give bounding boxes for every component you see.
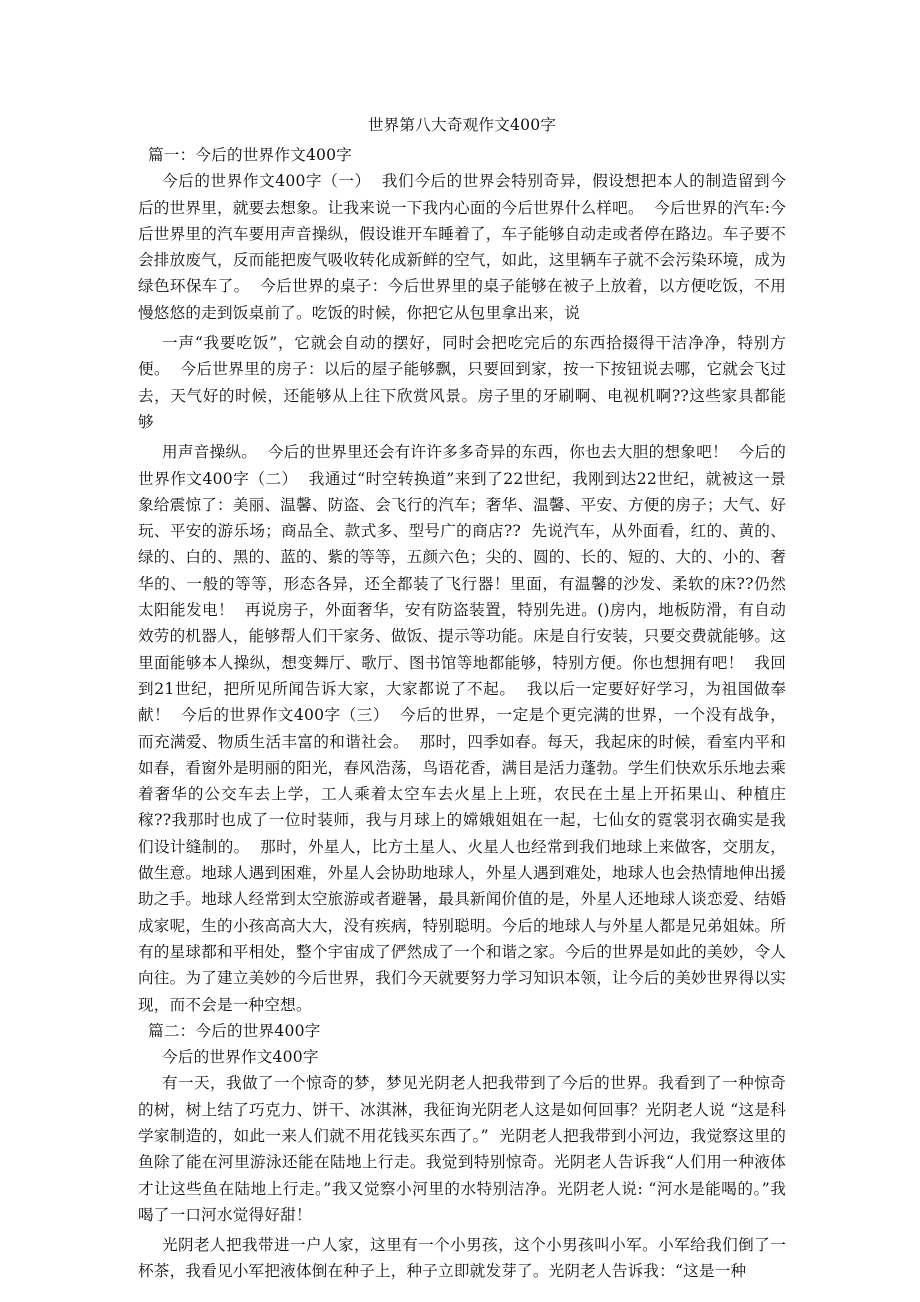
section-2-heading: 篇二：今后的世界400字 [148,1021,321,1040]
section-1-heading: 篇一：今后的世界作文400字 [148,146,353,164]
document-page [138,112,786,1289]
section-1-paragraph-3: 用声音操纵。 今后的世界里还会有许许多多奇异的东西，你也去大胆的想象吧！ 今后的世界作文400字（二） 我通过“时空转换道”来到了22世纪，我刚到达22世纪，就被这一景象给震惊了：美丽、温馨、防盗、会飞行的汽车；奢华、温馨、平安、方便的房子；大气、好玩、平安的游乐场；商品全、款式多、型号广的商店?? 先说汽车，从外面看，红的、黄的、绿的、白的、黑的、蓝的、紫的等等，五颜六色；尖的、圆的、长的、短的、大的、小的、奢华的、一般的等等，形态各异，还全都装了飞行器！里面，有温馨的沙发、柔软的床??仍然太阳能发电！ 再说房子，外面奢华，安有防盗装置，特别先进。()房内，地板防滑，有自动效劳的机器人，能够帮人们干家务、做饭、提示等功能。床是自行安装，只要交费就能够。这里面能够本人操纵，想变舞厅、歌厅、图书馆等地都能够，特别方便。你也想拥有吧！ 我回到21世纪，把所见所闻告诉大家，大家都说了不起。 我以后一定要好好学习，为祖国做奉献！ 今后的世界作文400字（三） 今后的世界，一定是个更完满的世界，一个没有战争，而充满爱、物质生活丰富的和谐社会。 那时，四季如春。每天，我起床的时候，看室内平和如春，看窗外是明丽的阳光，春风浩荡，鸟语花香，满目是活力蓬勃。学生们快欢乐乐地去乘着奢华的公交车去上学，工人乘着太空车去火星上上班，农民在土星上开拓果山、种植庄稼??我那时也成了一位时装师，我与月球上的嫦娥姐姐在一起，七仙女的霓裳羽衣确实是我们设计缝制的。 那时，外星人，比方土星人、火星人也经常到我们地球上来做客，交朋友，做生意。地球人遇到困难，外星人会协助地球人，外星人遇到难处，地球人也会热情地伸出援助之手。地球人经常到太空旅游或者避暑，最具新闻价值的是，外星人还地球人谈恋爱、结婚成家呢，生的小孩高高大大，没有疾病，特别聪明。今后的地球人与外星人都是兄弟姐妹。所有的星球都和平相处，整个宇宙成了俨然成了一个和谐之家。今后的世界是如此的美妙，令人向往。为了建立美妙的今后世界，我们今天就要努力学习知识本领，让今后的美妙世界得以实现，而不会是一种空想。 [138,443,786,1014]
section-1-paragraph-2: 一声“我要吃饭”，它就会自动的摆好，同时会把吃完后的东西拾掇得干洁净净，特别方便。 今后世界里的房子：以后的屋子能够飘，只要回到家，按一下按钮说去哪，它就会飞过去，天气好的时候，还能够从上往下欣赏风景。房子里的牙刷啊、电视机啊??这些家具都能够 [138,334,786,431]
section-2-paragraph-1: 有一天，我做了一个惊奇的梦，梦见光阴老人把我带到了今后的世界。我看到了一种惊奇的树，树上结了巧克力、饼干、冰淇淋，我征询光阴老人这是如何回事？光阴老人说 “这是科学家制造的，如此一来人们就不用花钱买东西了。” 光阴老人把我带到小河边，我觉察这里的鱼除了能在河里游泳还能在陆地上行走。我觉到特别惊奇。光阴老人告诉我“人们用一种液体才让这些鱼在陆地上行走。”我又觉察小河里的水特别洁净。光阴老人说: “河水是能喝的。”我喝了一口河水觉得好甜！ [138,1074,786,1224]
section-2-subheading: 今后的世界作文400字 [162,1048,319,1067]
document-title: 世界第八大奇观作文400字 [367,116,557,134]
section-1-paragraph-1: 今后的世界作文400字（一） 我们今后的世界会特别奇异，假设想把本人的制造留到今后的世界里，就要去想象。让我来说一下我内心面的今后世界什么样吧。 今后世界的汽车:今后世界里的汽车要用声音操纵，假设谁开车睡着了，车子能够自动走或者停在路边。车子要不会排放废气，反而能把废气吸收转化成新鲜的空气，如此，这里辆车子就不会污染环境，成为绿色环保车了。 今后世界的桌子：今后世界里的桌子能够在被子上放着，以方便吃饭，不用慢悠悠的走到饭桌前了。吃饭的时候，你把它从包里拿出来，说 [138,172,786,322]
section-2-paragraph-2: 光阴老人把我带进一户人家，这里有一个小男孩，这个小男孩叫小军。小军给我们倒了一杯茶，我看见小军把液体倒在种子上，种子立即就发芽了。光阴老人告诉我：“这是一种 [138,1236,786,1281]
